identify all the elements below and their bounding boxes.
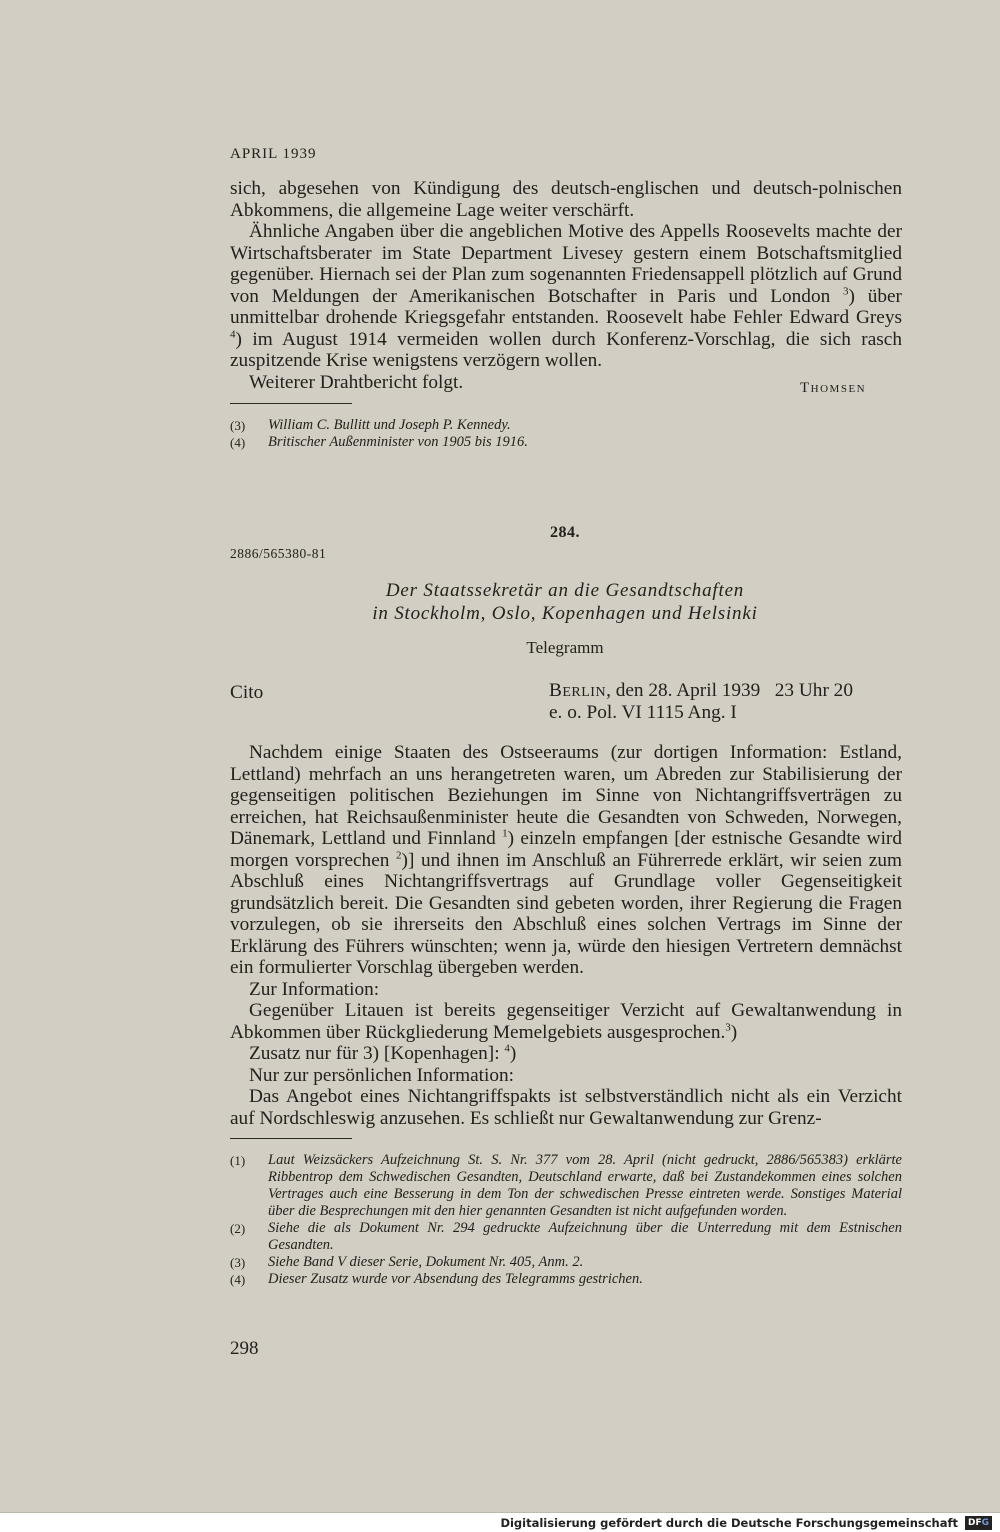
document-type: Telegramm [526, 638, 604, 657]
document-number: 284. [550, 524, 580, 541]
paragraph: Nachdem einige Staaten des Ostseeraums (zur dortigen Information: Estland, Lettland) mehrfach an uns herangetreten waren, um Abreden zur Stabilisierung der gegenseitigen politischen Beziehungen im Sinne von Nichtangriffsverträgen zu erreichen, hat Reichsaußenminister heute die Gesandten von Schweden, Norwegen, Dänemark, Lettland und Finnland $^1$) einzeln empfangen [der estnische Gesandte wird morgen vorsprechen $^2$)] und ihnen im Anschluß an Führerrede erklärt, wir seien zum Abschluß eines Nichtangriffsvertrags auf Grundlage voller Gegenseitigkeit grundsätzlich bereit. Die Gesandten sind gebeten worden, ihrer Regierung die Fragen vorzulegen, ob sie ihrerseits den Abschluß eines solchen Vertrags im Sinne der Erklärung des Führers wünschten; wenn ja, würde den hiesigen Vertretern demnächst ein formulierter Vorschlag übergeben werden. [230, 742, 902, 978]
footer-credit: Digitalisierung gefördert durch die Deutsche Forschungsgemeinschaft [500, 1516, 958, 1530]
document-heading: Der Staatssekretär an die Gesandtschaften in Stockholm, Oslo, Kopenhagen und Helsinki [372, 580, 758, 624]
paragraph: Zur Information: [249, 978, 380, 1000]
paragraph: Zusatz nur für 3) [Kopenhagen]: $^4$) [249, 1042, 517, 1064]
paragraph: Gegenüber Litauen ist bereits gegenseitiger Verzicht auf Gewaltanwendung in Abkommen über Rückgliederung Memelgebiets ausgesprochen.$^3$) [230, 1000, 902, 1043]
previous-document-text [230, 178, 902, 393]
footnote-divider [230, 1138, 352, 1139]
paragraph: Nur zur persönlichen Information: [249, 1064, 515, 1086]
footnote-ref: 1 [502, 827, 508, 840]
footnote-ref: 3 [843, 285, 849, 298]
footnote: (3) Siehe Band V dieser Serie, Dokument Nr. 405, Anm. 2. [230, 1254, 584, 1270]
footnote-ref: 2 [396, 849, 402, 862]
paragraph: Ähnliche Angaben über die angeblichen Motive des Appells Roosevelts machte der Wirtschaftsberater im State Department Livesey gestern einem Botschaftsmitglied gegenüber. Hiernach sei der Plan zum sogenannten Friedensappell plötzlich auf Grund von Meldungen der Amerikanischen Botschafter in Paris und London $^3$) über unmittelbar drohende Kriegsgefahr entstanden. Roosevelt habe Fehler Edward Greys $^4$) im August 1914 vermeiden wollen durch Konferenz-Vorschlag, die sich rasch zuspitzende Krise wenigstens verzögern wollen. [230, 221, 902, 371]
page-number: 298 [230, 1338, 259, 1359]
footnote-divider [230, 403, 352, 404]
running-head: APRIL 1939 [230, 146, 317, 162]
digitization-footer [0, 1512, 1000, 1532]
paragraph: sich, abgesehen von Kündigung des deutsch-englischen und deutsch-polnischen Abkommens, die allgemeine Lage weiter verschärft. [230, 178, 902, 221]
footnote-ref: 3 [725, 1021, 731, 1034]
footnote: (3) William C. Bullitt und Joseph P. Kennedy. [230, 417, 511, 433]
footnote: (1) Laut Weizsäckers Aufzeichnung St. S. Nr. 377 vom 28. April (nicht gedruckt, 2886/565383) erklärte Ribbentrop dem Schwedischen Gesandten, Deutschland erwarte, daß bei Zustandekommen eines solchen Vertrages auch eine Besserung in dem Ton der schwedischen Presse eintreten werde. Sonstiges Material über die Besprechungen mit den hier genannten Gesandten ist nicht aufgefunden worden. [230, 1152, 902, 1219]
dateline: Berlin, den 28. April 1939 23 Uhr 20 e. o. Pol. VI 1115 Ang. I [549, 680, 853, 723]
priority-marker: Cito [230, 682, 264, 703]
archive-reference: 2886/565380-81 [230, 546, 327, 561]
paragraph: Das Angebot eines Nichtangriffspakts ist selbstverständlich nicht als ein Verzicht auf Nordschleswig anzusehen. Es schließt nur Gewaltanwendung zur Grenz- [230, 1086, 902, 1129]
footnote: (2) Siehe die als Dokument Nr. 294 gedruckte Aufzeichnung über die Unterredung mit dem Estnischen Gesandten. [230, 1220, 902, 1253]
previous-footnotes [230, 417, 902, 451]
footnote-ref: 4 [504, 1042, 510, 1055]
footnote: (4) Britischer Außenminister von 1905 bis 1916. [230, 434, 528, 450]
signature: Thomsen [800, 380, 867, 396]
file-reference: e. o. Pol. VI 1115 Ang. I [549, 702, 737, 723]
document-body [230, 742, 902, 1129]
document-footnotes [230, 1152, 902, 1288]
footnote-ref: 4 [230, 328, 236, 341]
dfg-logo-icon: DFG [965, 1516, 992, 1530]
paragraph: Weiterer Drahtbericht folgt. [249, 371, 464, 393]
footnote: (4) Dieser Zusatz wurde vor Absendung des Telegramms gestrichen. [230, 1271, 643, 1287]
